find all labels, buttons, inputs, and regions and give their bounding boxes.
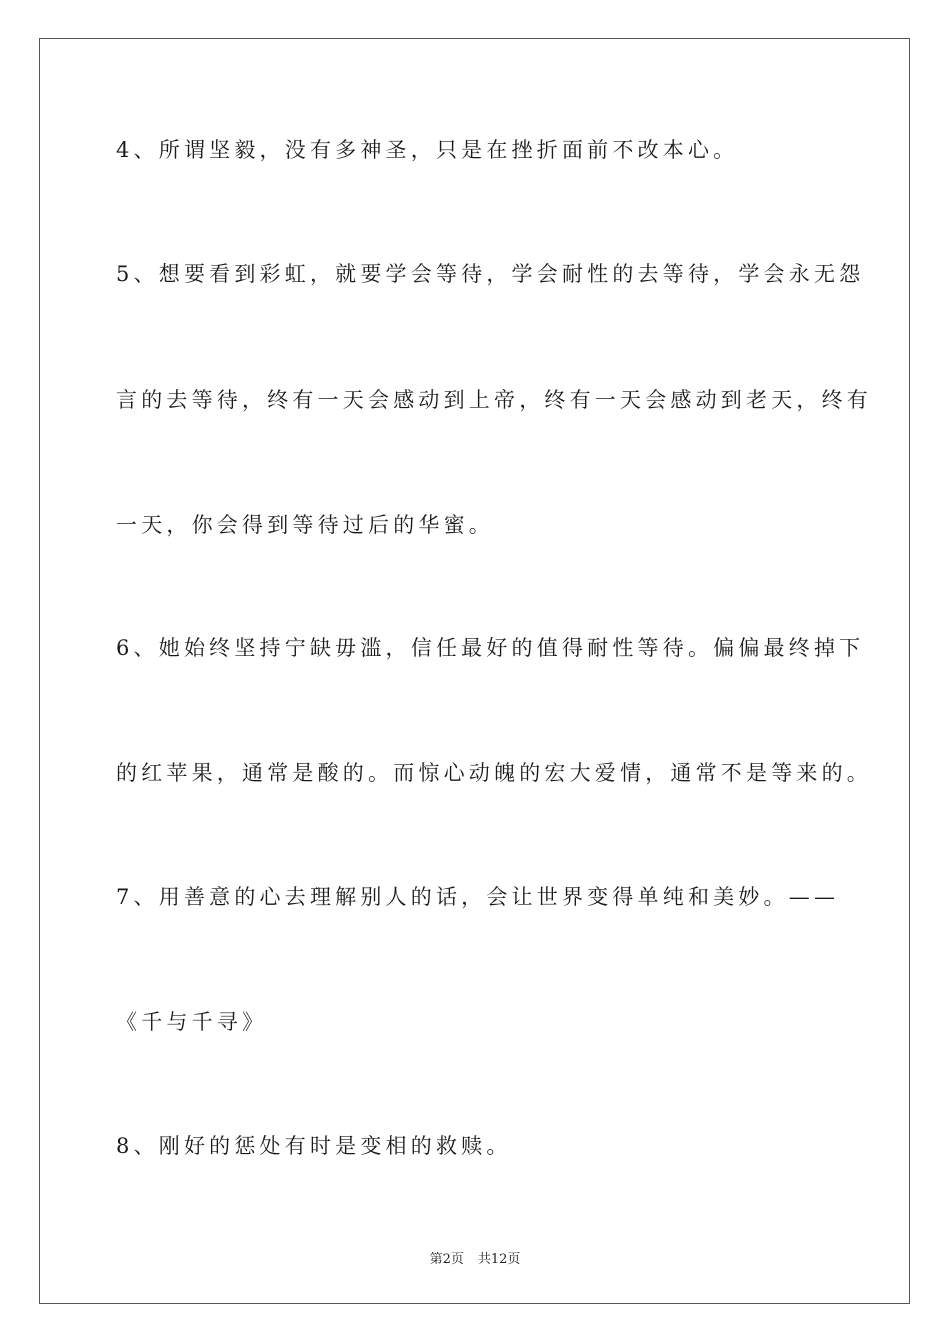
page-total: 共12页	[477, 1252, 521, 1267]
text-line: 言的去等待，终有一天会感动到上帝，终有一天会感动到老天，终有	[116, 388, 872, 412]
text-line: 4、所谓坚毅，没有多神圣，只是在挫折面前不改本心。	[116, 138, 739, 162]
page-footer	[0, 1248, 950, 1267]
page-border	[39, 38, 910, 1304]
text-line: 的红苹果，通常是酸的。而惊心动魄的宏大爱情，通常不是等来的。	[116, 761, 872, 785]
page-number: 第2页	[429, 1252, 464, 1267]
text-line: 6、她始终坚持宁缺毋滥，信任最好的值得耐性等待。偏偏最终掉下	[116, 636, 865, 660]
text-line: 7、用善意的心去理解别人的话，会让世界变得单纯和美妙。——	[116, 885, 840, 909]
text-line: 一天，你会得到等待过后的华蜜。	[116, 513, 494, 537]
text-line: 8、刚好的惩处有时是变相的救赎。	[116, 1134, 512, 1158]
text-line: 《千与千寻》	[116, 1010, 268, 1034]
text-line: 5、想要看到彩虹，就要学会等待，学会耐性的去等待，学会永无怨	[116, 262, 865, 286]
